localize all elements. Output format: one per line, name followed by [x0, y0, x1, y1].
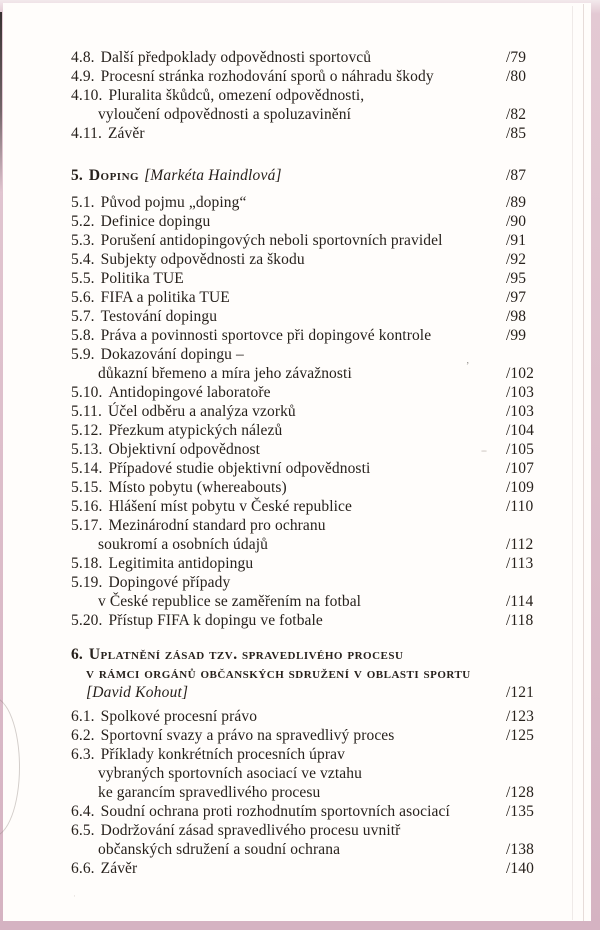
entry-text — [71, 554, 506, 573]
chapter-heading-row — [71, 664, 560, 683]
entry-text — [71, 840, 506, 859]
entry-number: 6.3. — [71, 746, 95, 763]
entry-text — [71, 664, 506, 683]
entry-title: Přezkum atypických nálezů — [108, 422, 283, 439]
page-edge-line — [583, 4, 584, 921]
page-number: /80 — [506, 68, 527, 85]
toc-row — [71, 478, 560, 497]
entry-number: 5.18. — [71, 555, 103, 572]
entry-number: 6.2. — [71, 727, 95, 744]
entry-text — [71, 459, 506, 478]
entry-title: Závěr — [107, 125, 145, 142]
entry-number: 5.8. — [71, 327, 95, 344]
entry-text — [71, 48, 506, 67]
entry-title: Dodržování zásad spravedlivého procesu uvnitř — [100, 822, 401, 839]
page-number: /118 — [506, 612, 534, 629]
entry-number: 5.14. — [71, 460, 103, 477]
toc-row — [71, 105, 560, 124]
toc-row — [71, 459, 560, 478]
toc-row — [71, 345, 560, 364]
toc-row — [71, 554, 560, 573]
page-number: /85 — [506, 125, 527, 142]
toc-row — [71, 231, 560, 250]
page-number: /87 — [506, 167, 527, 184]
entry-text — [71, 440, 506, 459]
page-number: /112 — [506, 536, 534, 553]
page-number: /128 — [506, 784, 534, 801]
toc-row — [71, 802, 560, 821]
page-number: /103 — [506, 384, 534, 401]
entry-number: 5. — [71, 167, 83, 184]
page-number: /138 — [506, 841, 534, 858]
entry-text — [71, 497, 506, 516]
entry-number: 4.9. — [71, 68, 95, 85]
entry-text — [71, 105, 506, 124]
page-number: /114 — [506, 593, 534, 610]
entry-text — [71, 307, 506, 326]
entry-title: Antidopingové laboratoře — [108, 384, 271, 401]
chapter-author: [Markéta Haindlová] — [144, 167, 282, 184]
page-number: /79 — [506, 49, 527, 66]
page-number: /102 — [506, 365, 534, 382]
toc-row — [71, 212, 560, 231]
entry-text — [71, 402, 506, 421]
toc-row — [71, 288, 560, 307]
entry-title: soukromí a osobních údajů — [98, 536, 268, 553]
entry-title: ke garancím spravedlivého procesu — [98, 784, 321, 801]
entry-text — [71, 592, 506, 611]
page-number: /82 — [506, 106, 527, 123]
page-number: /140 — [506, 860, 534, 877]
entry-text — [71, 250, 506, 269]
entry-text — [71, 67, 506, 86]
entry-number: 5.2. — [71, 213, 95, 230]
page-number: /90 — [506, 213, 527, 230]
entry-number: 4.8. — [71, 49, 95, 66]
entry-number: 4.11. — [71, 125, 102, 142]
scan-artifact: ʼ — [466, 361, 470, 372]
toc-row — [71, 402, 560, 421]
entry-title: Případové studie objektivní odpovědnosti — [108, 460, 371, 477]
entry-number: 6.1. — [71, 708, 95, 725]
toc-row — [71, 859, 560, 878]
toc-row — [71, 497, 560, 516]
entry-title: v České republice se zaměřením na fotbal — [98, 593, 362, 610]
entry-number: 5.13. — [71, 441, 103, 458]
entry-title: Pluralita škůdců, omezení odpovědnosti, — [108, 87, 365, 104]
entry-number: 5.6. — [71, 289, 95, 306]
toc-row — [71, 250, 560, 269]
entry-text — [71, 802, 506, 821]
toc-row — [71, 193, 560, 212]
entry-text — [71, 859, 506, 878]
entry-text — [71, 364, 506, 383]
entry-title: vyloučení odpovědnosti a spoluzavinění — [98, 106, 352, 123]
entry-text — [71, 166, 506, 185]
toc-row — [71, 726, 560, 745]
entry-title: občanských sdružení a soudní ochrana — [98, 841, 341, 858]
chapter-author: [David Kohout] — [86, 684, 189, 701]
entry-text — [71, 611, 506, 630]
entry-text — [71, 516, 506, 535]
scan-artifact: · — [73, 891, 76, 901]
entry-title: Soudní ochrana proti rozhodnutím sportovních asociací — [100, 803, 450, 820]
entry-title: Procesní stránka rozhodování sporů o náhradu škody — [100, 68, 434, 85]
page-number: /110 — [506, 498, 534, 515]
entry-title: Původ pojmu „doping“ — [100, 194, 247, 211]
entry-title: Spolkové procesní právo — [100, 708, 258, 725]
entry-number: 5.19. — [71, 574, 103, 591]
entry-number: 6. — [71, 646, 83, 663]
page-number: /89 — [506, 194, 527, 211]
chapter-heading-row — [71, 166, 560, 185]
entry-title: Testování dopingu — [100, 308, 218, 325]
toc-row — [71, 67, 560, 86]
page-number: /91 — [506, 232, 527, 249]
toc-row — [71, 745, 560, 764]
toc-row — [71, 611, 560, 630]
entry-text — [71, 707, 506, 726]
toc-row — [71, 840, 560, 859]
entry-text — [71, 231, 506, 250]
entry-number: 4.10. — [71, 87, 103, 104]
entry-text — [71, 645, 506, 664]
chapter-title: Doping — [88, 167, 140, 184]
book-spine-shadow — [0, 12, 2, 192]
toc-row — [71, 86, 560, 105]
page-number: /113 — [506, 555, 534, 572]
chapter-title: v rámci orgánů občanských sdružení v oblasti sportu — [86, 665, 471, 682]
entry-text — [71, 573, 506, 592]
entry-text — [71, 269, 506, 288]
entry-text — [71, 726, 506, 745]
toc-row — [71, 421, 560, 440]
toc-row — [71, 707, 560, 726]
entry-title: Mezinárodní standard pro ochranu — [108, 517, 326, 534]
entry-text — [71, 86, 506, 105]
toc-row — [71, 307, 560, 326]
page-number: /97 — [506, 289, 527, 306]
page-number: /109 — [506, 479, 534, 496]
page-number: /104 — [506, 422, 534, 439]
chapter-heading-row — [71, 683, 560, 702]
toc-row — [71, 364, 560, 383]
entry-text — [71, 193, 506, 212]
entry-title: Subjekty odpovědnosti za škodu — [100, 251, 305, 268]
entry-number: 5.15. — [71, 479, 103, 496]
page-number: /125 — [506, 727, 534, 744]
page-edge-line — [572, 6, 573, 920]
entry-title: důkazní břemeno a míra jeho závažnosti — [98, 365, 352, 382]
entry-number: 6.6. — [71, 860, 95, 877]
page-number: /105 — [506, 441, 534, 458]
entry-text — [71, 124, 506, 143]
page-number: /107 — [506, 460, 534, 477]
page-number: /135 — [506, 803, 534, 820]
toc-row — [71, 269, 560, 288]
entry-title: Definice dopingu — [100, 213, 211, 230]
toc-row — [71, 440, 560, 459]
entry-title: Další předpoklady odpovědnosti sportovců — [100, 49, 372, 66]
toc-row — [71, 592, 560, 611]
toc-row — [71, 383, 560, 402]
toc-row — [71, 821, 560, 840]
entry-number: 5.7. — [71, 308, 95, 325]
entry-text — [71, 421, 506, 440]
page-number: /98 — [506, 308, 527, 325]
scan-artifact: -- — [481, 443, 485, 457]
entry-title: Přístup FIFA k dopingu ve fotbale — [108, 612, 323, 629]
entry-number: 5.16. — [71, 498, 103, 515]
entry-number: 5.9. — [71, 346, 95, 363]
entry-text — [71, 345, 506, 364]
entry-number: 5.20. — [71, 612, 103, 629]
page-number: /103 — [506, 403, 534, 420]
entry-text — [71, 212, 506, 231]
page-number: /99 — [506, 327, 527, 344]
toc-row — [71, 783, 560, 802]
chapter-heading-row — [71, 645, 560, 664]
entry-title: Legitimita antidopingu — [108, 555, 254, 572]
toc-row — [71, 573, 560, 592]
toc-row — [71, 764, 560, 783]
toc-row — [71, 326, 560, 345]
entry-text — [71, 478, 506, 497]
toc-list — [3, 3, 591, 878]
entry-title: Závěr — [100, 860, 138, 877]
entry-title: Účel odběru a analýza vzorků — [107, 403, 296, 420]
chapter-title: Uplatnění zásad tzv. spravedlivého procesu — [88, 646, 404, 663]
page-number: /92 — [506, 251, 527, 268]
entry-text — [71, 535, 506, 554]
entry-number: 5.3. — [71, 232, 95, 249]
toc-row — [71, 516, 560, 535]
toc-row — [71, 48, 560, 67]
entry-text — [71, 821, 506, 840]
entry-number: 6.5. — [71, 822, 95, 839]
entry-title: Místo pobytu (whereabouts) — [108, 479, 287, 496]
entry-number: 5.11. — [71, 403, 102, 420]
page-number: /121 — [506, 684, 534, 701]
entry-title: Sportovní svazy a právo na spravedlivý proces — [100, 727, 395, 744]
entry-title: Dokazování dopingu – — [100, 346, 244, 363]
entry-text — [71, 683, 506, 702]
entry-title: Porušení antidopingových neboli sportovních pravidel — [100, 232, 443, 249]
entry-number: 5.17. — [71, 517, 103, 534]
entry-title: Příklady konkrétních procesních úprav — [100, 746, 345, 763]
entry-title: vybraných sportovních asociací ve vztahu — [98, 765, 362, 782]
entry-text — [71, 383, 506, 402]
entry-number: 5.4. — [71, 251, 95, 268]
page-number: /95 — [506, 270, 527, 287]
entry-number: 6.4. — [71, 803, 95, 820]
toc-row — [71, 535, 560, 554]
entry-number: 5.5. — [71, 270, 95, 287]
entry-number: 5.12. — [71, 422, 103, 439]
page-number: /123 — [506, 708, 534, 725]
toc-row — [71, 124, 560, 143]
entry-number: 5.1. — [71, 194, 95, 211]
entry-text — [71, 764, 506, 783]
entry-title: Objektivní odpovědnost — [108, 441, 261, 458]
entry-text — [71, 326, 506, 345]
entry-title: Hlášení míst pobytu v České republice — [108, 498, 352, 515]
entry-title: Práva a povinnosti sportovce při dopingové kontrole — [100, 327, 432, 344]
entry-title: Politika TUE — [100, 270, 184, 287]
entry-number: 5.10. — [71, 384, 103, 401]
entry-title: FIFA a politika TUE — [100, 289, 230, 306]
entry-text — [71, 288, 506, 307]
entry-title: Dopingové případy — [108, 574, 231, 591]
entry-text — [71, 745, 506, 764]
entry-text — [71, 783, 506, 802]
scanned-page — [3, 3, 591, 921]
